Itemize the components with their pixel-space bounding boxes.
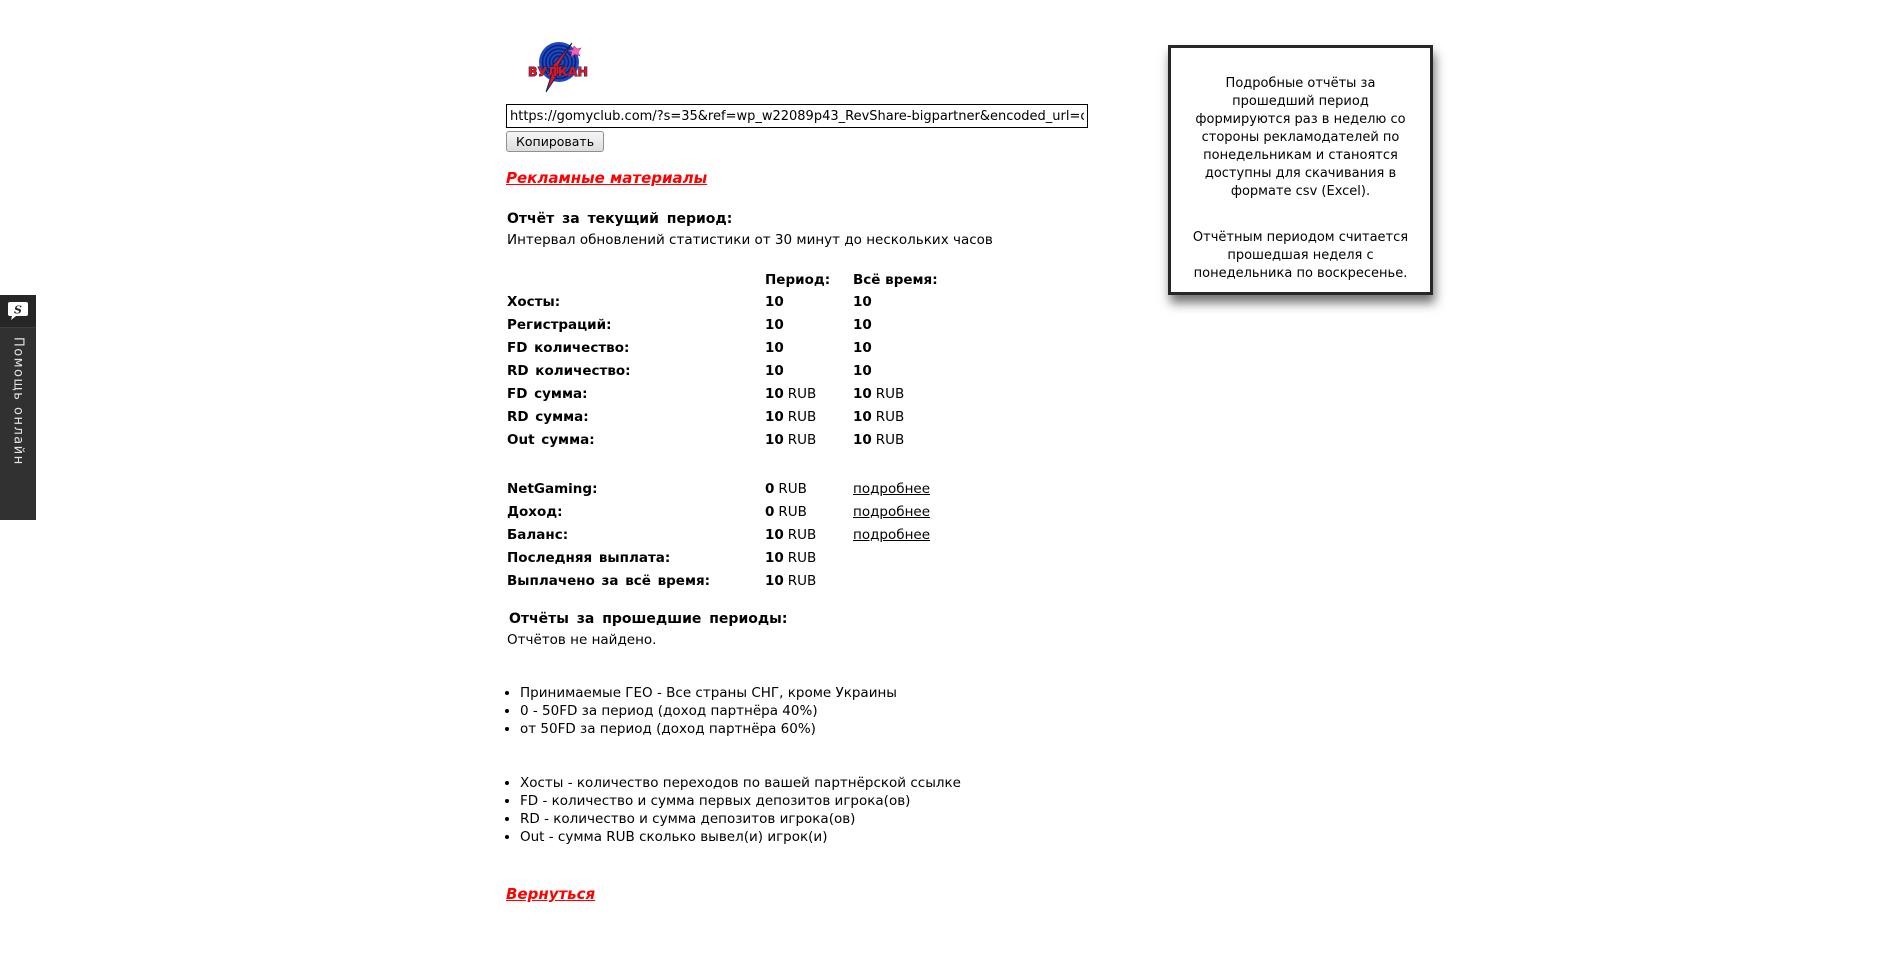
row-label: Баланс: [507,527,569,543]
chat-widget-tab[interactable] [0,295,36,520]
row-period-value: 10 RUB [765,432,817,448]
row-alltime-value: 10 RUB [853,409,905,425]
row-link-cell [853,570,1003,593]
row-period-value: 10 [765,317,784,333]
row-link-cell [853,501,1003,524]
list-item: • Out - сумма RUB сколько вывел(и) игрок(и) [520,828,961,846]
list-item: • FD - количество и сумма первых депозитов игрока(ов) [520,792,961,810]
row-label: RD сумма: [507,409,589,425]
row-label: Хосты: [507,294,561,310]
table-corner [507,272,765,291]
list-item: • RD - количество и сумма депозитов игрока(ов) [520,810,961,828]
chat-widget-label: Помощь онлайн [10,337,26,466]
row-period-value: 10 [765,340,784,356]
row-value: 10 RUB [765,527,817,543]
row-alltime-value: 10 RUB [853,432,905,448]
row-value: 10 RUB [765,550,817,566]
row-label: Out сумма: [507,432,595,448]
vulkan-logo [528,40,588,95]
svg-text:S: S [14,303,22,317]
row-link-cell [853,547,1003,570]
row-period-value: 10 [765,363,784,379]
row-label: Регистраций: [507,317,612,333]
glossary-list [506,774,961,846]
details-link[interactable]: подробнее [853,481,931,497]
chat-bubble-s-icon [7,301,29,321]
chat-icon-box [0,295,36,328]
row-label: NetGaming: [507,481,598,497]
row-link-cell [853,524,1003,547]
list-item: • 0 - 50FD за период (доход партнёра 40%) [520,702,897,720]
row-alltime-value: 10 [853,363,872,379]
current-report-subtitle: Интервал обновлений статистики от 30 минут до нескольких часов [507,232,993,248]
row-label: Выплачено за всё время: [507,573,711,589]
balance-summary-table [507,478,1003,593]
row-label: FD сумма: [507,386,588,402]
reports-info-box [1168,45,1433,295]
row-value: 10 RUB [765,573,817,589]
row-label: RD количество: [507,363,631,379]
referral-url-input[interactable] [506,104,1088,128]
row-label: FD количество: [507,340,630,356]
row-alltime-value: 10 [853,294,872,310]
list-item: • Принимаемые ГЕО - Все страны СНГ, кроме Украины [520,684,897,702]
list-item: • от 50FD за период (доход партнёра 60%) [520,720,897,738]
copy-button[interactable]: Копировать [506,131,604,152]
info-paragraph: Подробные отчёты за прошедший период формируются раз в неделю со стороны рекламодателей по понедельникам и станоятся доступны для скачивания в формате csv (Excel). [1195,76,1406,199]
past-reports-empty: Отчётов не найдено. [507,632,657,648]
row-link-cell [853,478,1003,501]
row-value: 0 RUB [765,481,807,497]
current-period-table [507,272,1003,452]
row-alltime-value: 10 [853,340,872,356]
row-period-value: 10 RUB [765,386,817,402]
promo-materials-link[interactable]: Рекламные материалы [506,169,708,187]
row-value: 0 RUB [765,504,807,520]
row-period-value: 10 [765,294,784,310]
row-alltime-value: 10 [853,317,872,333]
current-report-title: Отчёт за текущий период: [507,211,733,227]
details-link[interactable]: подробнее [853,527,931,543]
terms-list [506,684,897,738]
back-link[interactable]: Вернуться [506,885,596,903]
list-item: • Хосты - количество переходов по вашей партнёрской ссылке [520,774,961,792]
svg-text:ВУЛКАН: ВУЛКАН [528,64,588,79]
info-paragraph: Отчётным периодом считается прошедшая неделя с понедельника по воскресенье. [1192,230,1409,281]
details-link[interactable]: подробнее [853,504,931,520]
column-header-alltime: Всё время: [853,272,938,288]
row-period-value: 10 RUB [765,409,817,425]
row-label: Последняя выплата: [507,550,671,566]
row-alltime-value: 10 RUB [853,386,905,402]
column-header-period: Период: [765,272,831,288]
past-reports-title: Отчёты за прошедшие периоды: [509,611,788,627]
row-label: Доход: [507,504,563,520]
